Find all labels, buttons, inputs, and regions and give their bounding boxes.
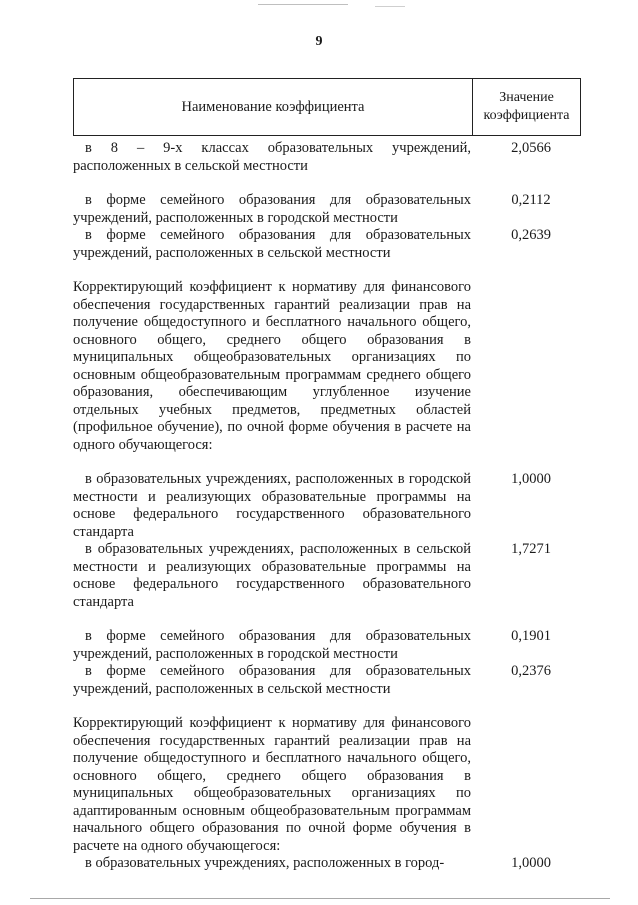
scan-artifact-top-2 xyxy=(375,6,405,7)
row-value: 0,2376 xyxy=(511,663,551,679)
header-coefficient-name: Наименование коэффициента xyxy=(74,79,473,135)
row-value: 1,0000 xyxy=(511,471,551,487)
row-text: в образовательных учреждениях, расположенных в сельской местности и реализующих образовательные программы на основе федерального государственного образовательного стандарта xyxy=(73,541,471,610)
table-row xyxy=(73,192,583,227)
table-row-section xyxy=(73,279,583,454)
header-coefficient-value xyxy=(473,79,580,135)
row-text: в 8 – 9-х классах образовательных учреждений, расположенных в сельской местности xyxy=(73,140,471,174)
scan-artifact-bottom xyxy=(30,898,610,899)
row-value: 2,0566 xyxy=(511,140,551,156)
row-value: 0,2639 xyxy=(511,227,551,243)
row-text: в форме семейного образования для образовательных учреждений, расположенных в городской местности xyxy=(73,628,471,662)
header-value-line-2: коэффициента xyxy=(483,108,570,123)
row-value xyxy=(473,715,583,855)
table-row xyxy=(73,663,583,698)
row-value: 0,1901 xyxy=(511,628,551,644)
page-number: 9 xyxy=(315,34,323,49)
table-row xyxy=(73,140,583,175)
table-row xyxy=(73,628,583,663)
section-heading-text: Корректирующий коэффициент к нормативу для финансового обеспечения государственных гарантий реализации прав на получение общедоступного и бесплатного начального общего, основного общего, среднего общего образования в муниципальных общеобразовательных организациях по основным общеобразовательным программам среднего общего образования, обеспечивающим углубленное изучение отдельных учебных предметов, предметных областей (профильное обучение), по очной форме обучения в расчете на одного обучающегося: xyxy=(73,279,471,453)
header-value-line-1: Значение xyxy=(499,90,554,105)
table-row xyxy=(73,471,583,541)
table-row xyxy=(73,227,583,262)
row-text: в форме семейного образования для образовательных учреждений, расположенных в сельской местности xyxy=(73,227,471,261)
table-row-section xyxy=(73,715,583,855)
row-text: в форме семейного образования для образовательных учреждений, расположенных в городской местности xyxy=(73,192,471,226)
section-heading-text: Корректирующий коэффициент к нормативу для финансового обеспечения государственных гарантий реализации прав на получение общедоступного и бесплатного начального общего, основного общего, среднего общего образования в муниципальных общеобразовательных организациях по адаптированным основным общеобразовательным программам начального общего образования по очной форме обучения в расчете на одного обучающегося: xyxy=(73,715,471,854)
table-row xyxy=(73,541,583,611)
scan-artifact-top xyxy=(258,4,348,5)
row-value: 1,7271 xyxy=(511,541,551,557)
coefficient-table-body xyxy=(73,140,583,873)
row-value: 0,2112 xyxy=(511,192,551,208)
table-row xyxy=(73,855,583,873)
row-text: в форме семейного образования для образовательных учреждений, расположенных в сельской местности xyxy=(73,663,471,697)
row-text: в образовательных учреждениях, расположенных в городской местности и реализующих образовательные программы на основе федерального государственного образовательного стандарта xyxy=(73,471,471,540)
table-header xyxy=(73,78,581,136)
row-text: в образовательных учреждениях, расположенных в город- xyxy=(85,855,445,871)
row-value: 1,0000 xyxy=(511,855,551,871)
row-value xyxy=(473,279,583,454)
